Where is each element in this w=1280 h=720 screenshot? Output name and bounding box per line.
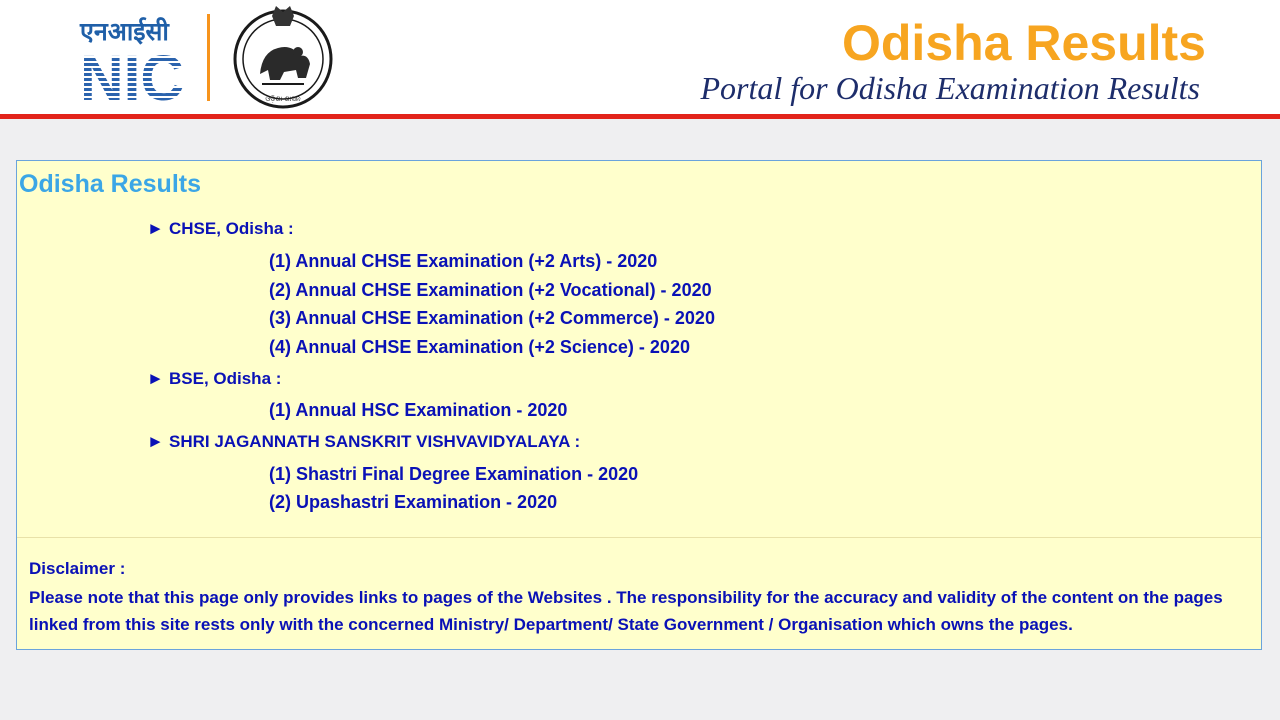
results-panel bbox=[16, 160, 1262, 650]
bullet-arrow-icon: ► bbox=[147, 219, 164, 238]
section-sjsv bbox=[147, 432, 580, 452]
link-chse-vocational[interactable]: (2) Annual CHSE Examination (+2 Vocational) - 2020 bbox=[269, 280, 712, 300]
bullet-arrow-icon: ► bbox=[147, 432, 164, 451]
link-chse-science[interactable]: (4) Annual CHSE Examination (+2 Science) - 2020 bbox=[269, 337, 690, 357]
nic-logo[interactable] bbox=[80, 14, 184, 102]
disclaimer-heading: Disclaimer : bbox=[29, 559, 126, 578]
panel-separator bbox=[17, 537, 1261, 538]
site-title: Odisha Results bbox=[842, 15, 1206, 71]
emblem-text-bottom: ଓଡ଼ିଶା ଶାସନ bbox=[265, 95, 301, 103]
link-bse-hsc[interactable]: (1) Annual HSC Examination - 2020 bbox=[269, 400, 568, 420]
panel-title: Odisha Results bbox=[19, 170, 201, 198]
section-chse bbox=[147, 219, 294, 239]
odisha-emblem-icon[interactable] bbox=[232, 4, 334, 110]
section-bse bbox=[147, 369, 281, 389]
link-upashastri[interactable]: (2) Upashastri Examination - 2020 bbox=[269, 492, 558, 512]
nic-hindi-text: एनआईसी bbox=[80, 17, 169, 46]
bullet-arrow-icon: ► bbox=[147, 369, 164, 388]
disclaimer-text: Please note that this page only provides links to pages of the Websites . The responsibility for the accuracy and validity of the content on the pages linked from this site rests only with the concerned Ministry/ Department/ State Government / Organisation which owns the pages. bbox=[29, 588, 1223, 634]
header-divider bbox=[207, 14, 210, 101]
link-chse-commerce[interactable]: (3) Annual CHSE Examination (+2 Commerce) - 2020 bbox=[269, 308, 715, 328]
nic-wordmark-icon bbox=[80, 48, 184, 102]
svg-text:NIC: NIC bbox=[80, 48, 184, 102]
section-label: BSE, Odisha : bbox=[169, 369, 282, 388]
site-subtitle: Portal for Odisha Examination Results bbox=[700, 70, 1200, 106]
header-red-line bbox=[0, 114, 1280, 119]
site-header bbox=[0, 0, 1280, 114]
section-label: CHSE, Odisha : bbox=[169, 219, 294, 238]
section-label: SHRI JAGANNATH SANSKRIT VISHVAVIDYALAYA : bbox=[169, 432, 581, 451]
link-chse-arts[interactable]: (1) Annual CHSE Examination (+2 Arts) - 2020 bbox=[269, 251, 658, 271]
link-shastri-final[interactable]: (1) Shastri Final Degree Examination - 2020 bbox=[269, 464, 639, 484]
